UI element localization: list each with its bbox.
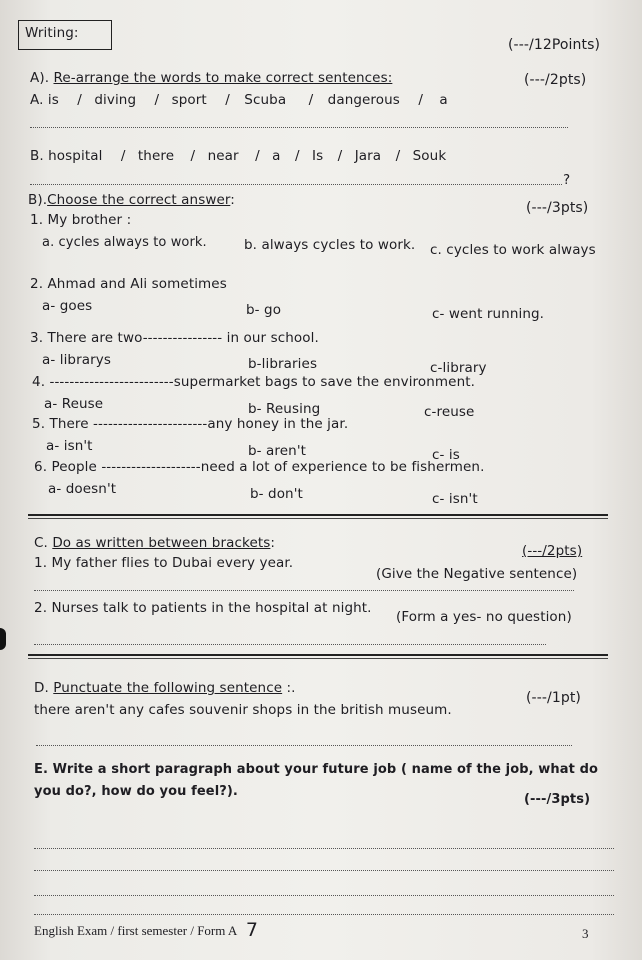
slash: /: [154, 92, 160, 108]
slash: /: [337, 148, 343, 164]
section-d-prefix: D.: [34, 680, 54, 696]
section-c-title: Do as written between brackets: [52, 535, 271, 551]
q5-option-c[interactable]: c- is: [432, 447, 460, 463]
q1-option-b[interactable]: b. always cycles to work.: [244, 237, 416, 253]
q6-option-b[interactable]: b- don't: [250, 486, 303, 502]
q5-option-a[interactable]: a- isn't: [46, 438, 93, 454]
word: there: [137, 148, 175, 164]
answer-line-b[interactable]: [30, 184, 562, 185]
q5-option-b[interactable]: b- aren't: [248, 443, 307, 459]
section-b-prefix: B).: [28, 192, 48, 208]
section-divider: [28, 514, 608, 519]
word: a: [272, 148, 281, 164]
word: diving: [94, 92, 137, 108]
word: near: [207, 148, 239, 164]
q3-option-a[interactable]: a- librarys: [42, 352, 112, 368]
section-b-title: Choose the correct answer: [47, 192, 231, 208]
q2-option-c[interactable]: c- went running.: [432, 306, 545, 322]
q1-option-c[interactable]: c. cycles to work always: [430, 242, 596, 258]
slash: /: [418, 92, 423, 108]
word: Is: [312, 148, 324, 164]
page-number: 3: [582, 926, 589, 941]
section-c-heading: [34, 535, 275, 551]
slash: /: [77, 92, 82, 108]
answer-line-e3[interactable]: [34, 895, 614, 896]
word: Jara: [354, 148, 382, 164]
binder-hole-mark: [0, 628, 6, 650]
d-sentence: there aren't any cafes souvenir shops in the british museum.: [34, 702, 452, 718]
section-c-suffix: :: [270, 535, 276, 551]
footer-exam-info: [34, 918, 258, 940]
q4-stem: 4. -------------------------supermarket bags to save the environment.: [32, 374, 476, 390]
writing-label: Writing:: [25, 25, 79, 41]
c-item-1-instruction: (Give the Negative sentence): [376, 566, 578, 582]
section-a-heading: [30, 70, 392, 86]
answer-line-c2[interactable]: [34, 644, 546, 645]
q3-stem: 3. There are two---------------- in our school.: [30, 330, 319, 346]
slash: /: [120, 148, 126, 164]
q5-stem: 5. There -----------------------any honey in the jar.: [32, 416, 349, 432]
q4-option-b[interactable]: b- Reusing: [248, 401, 321, 417]
section-a-row-b: [30, 148, 446, 164]
q3-option-b[interactable]: b-libraries: [248, 356, 318, 372]
q4-option-c[interactable]: c-reuse: [424, 404, 475, 420]
slash: /: [395, 148, 401, 164]
slash: /: [190, 148, 196, 164]
word: B. hospital: [30, 148, 103, 164]
answer-line-d[interactable]: [36, 745, 572, 746]
section-b-suffix: :: [230, 192, 235, 208]
section-a-row-a: [30, 92, 448, 108]
section-e-line-1: E. Write a short paragraph about your future job ( name of the job, what do: [34, 762, 599, 777]
answer-line-e1[interactable]: [34, 848, 614, 849]
slash: /: [308, 92, 314, 108]
slash: /: [255, 148, 260, 164]
c-item-2-instruction: (Form a yes- no question): [396, 609, 572, 625]
answer-line-e2[interactable]: [34, 870, 614, 871]
section-a-title: Re-arrange the words to make correct sentences:: [53, 70, 393, 86]
q2-option-a[interactable]: a- goes: [42, 298, 93, 314]
q2-option-b[interactable]: b- go: [246, 302, 282, 318]
section-b-points: (---/3pts): [526, 200, 589, 216]
c-item-1: 1. My father flies to Dubai every year.: [34, 555, 294, 571]
word: Scuba: [244, 92, 287, 108]
section-a-points: (---/2pts): [524, 72, 587, 88]
footer-text: English Exam / first semester / Form A: [34, 923, 237, 938]
word: dangerous: [327, 92, 400, 108]
q2-stem: 2. Ahmad and Ali sometimes: [30, 276, 227, 292]
writing-label-box: [18, 20, 112, 50]
section-e-points: (---/3pts): [524, 792, 591, 807]
q6-option-a[interactable]: a- doesn't: [48, 481, 117, 497]
answer-line-c1[interactable]: [34, 590, 574, 591]
section-e-line-2: you do?, how do you feel?).: [34, 784, 238, 799]
handwritten-mark: 7: [245, 919, 258, 941]
section-c-points: (---/2pts): [522, 543, 583, 559]
section-divider: [28, 654, 608, 659]
section-d-suffix: :.: [282, 680, 296, 696]
total-points: (---/12Points): [508, 37, 601, 53]
answer-line-a[interactable]: [30, 127, 568, 128]
word: Souk: [412, 148, 447, 164]
section-c-prefix: C.: [34, 535, 53, 551]
word: a: [439, 92, 448, 108]
q1-option-a[interactable]: a. cycles always to work.: [42, 235, 207, 250]
answer-line-e4[interactable]: [34, 914, 614, 915]
section-d-points: (---/1pt): [526, 690, 581, 706]
q3-option-c[interactable]: c-library: [430, 360, 487, 376]
q6-stem: 6. People --------------------need a lot of experience to be fishermen.: [34, 459, 485, 475]
section-d-title: Punctuate the following sentence: [53, 680, 283, 696]
slash: /: [225, 92, 230, 108]
q4-option-a[interactable]: a- Reuse: [44, 396, 104, 412]
word: A. is: [30, 92, 59, 108]
word: sport: [171, 92, 207, 108]
section-d-heading: [34, 680, 296, 696]
section-a-prefix: A).: [30, 70, 54, 86]
q6-option-c[interactable]: c- isn't: [432, 491, 478, 507]
q1-stem: 1. My brother :: [30, 212, 132, 228]
question-mark: ?: [563, 172, 571, 188]
section-b-heading: [28, 192, 235, 208]
c-item-2: 2. Nurses talk to patients in the hospital at night.: [34, 600, 372, 616]
slash: /: [294, 148, 300, 164]
